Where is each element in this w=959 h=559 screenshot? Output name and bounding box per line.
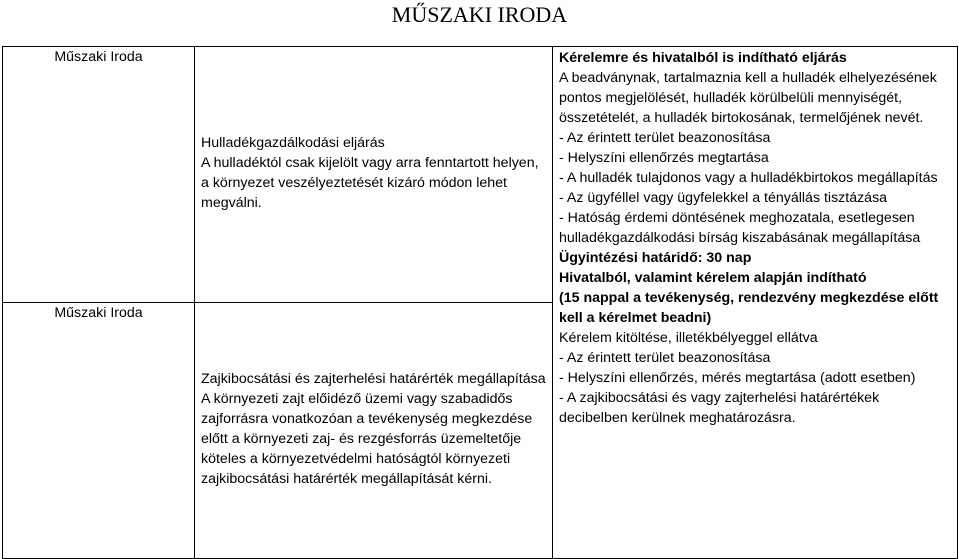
details-deadline: Ügyintézési határidő: 30 nap xyxy=(559,250,752,266)
procedure-title: Zajkibocsátási és zajterhelési határérték megállapítása xyxy=(201,370,546,387)
details-step: - A hulladék tulajdonos vagy a hulladékbirtokos megállapítás xyxy=(559,170,938,186)
details-form-note: Kérelem kitöltése, illetékbélyeggel ellátva xyxy=(559,330,818,346)
details-step: - Helyszíni ellenőrzés megtartása xyxy=(559,150,769,166)
table-row xyxy=(3,47,958,303)
page-title: MŰSZAKI IRODA xyxy=(391,2,568,27)
details-step: - Helyszíni ellenőrzés, mérés megtartása (adott esetben) xyxy=(559,370,916,386)
details-heading-request: Kérelemre és hivatalból is indítható eljárás xyxy=(559,50,847,66)
department-cell xyxy=(3,303,195,559)
details-step: - A zajkibocsátási és vagy zajterhelési határértékek decibelben kerülnek meghatározásra. xyxy=(559,390,880,426)
procedure-text: A hulladéktól csak kijelölt vagy arra fenntartott helyen, a környezet veszélyeztetését kizáró módon lehet megválni. xyxy=(201,154,539,211)
details-step: - Az érintett terület beazonosítása xyxy=(559,130,771,146)
details-step: - Az érintett terület beazonosítása xyxy=(559,350,771,366)
department-label: Műszaki Iroda xyxy=(54,49,143,65)
department-label: Műszaki Iroda xyxy=(54,305,143,321)
details-intro: A beadványnak, tartalmaznia kell a hulladék elhelyezésének pontos megjelölését, hulladék körülbelüli mennyiségét, összetételét, a hulladék birtokosának, termelőjének nevét. xyxy=(559,70,937,126)
procedure-text: A környezeti zajt előidéző üzemi vagy szabadidős zajforrásra vonatkozóan a tevékenység megkezdése előtt a környezeti zaj- és rezgésforrás üzemeltetője köteles a környezetvédelmi hatóságtól környezeti zajkibocsátási határérték megállapítását kérni. xyxy=(201,390,533,487)
details-cell xyxy=(553,47,958,559)
details-step: - Az ügyféllel vagy ügyfelekkel a tényállás tisztázása xyxy=(559,190,888,206)
procedures-table xyxy=(2,46,958,559)
details-step: - Hatóság érdemi döntésének meghozatala, esetlegesen hulladékgazdálkodási bírság kiszabásának megállapítása xyxy=(559,210,921,246)
procedure-cell xyxy=(195,303,553,559)
procedure-title: Hulladékgazdálkodási eljárás xyxy=(201,134,385,151)
details-heading-note: (15 nappal a tevékenység, rendezvény megkezdése előtt kell a kérelmet beadni) xyxy=(559,290,939,326)
department-cell xyxy=(3,47,195,303)
details-heading-official: Hivatalból, valamint kérelem alapján indítható xyxy=(559,270,867,286)
procedure-cell xyxy=(195,47,553,303)
